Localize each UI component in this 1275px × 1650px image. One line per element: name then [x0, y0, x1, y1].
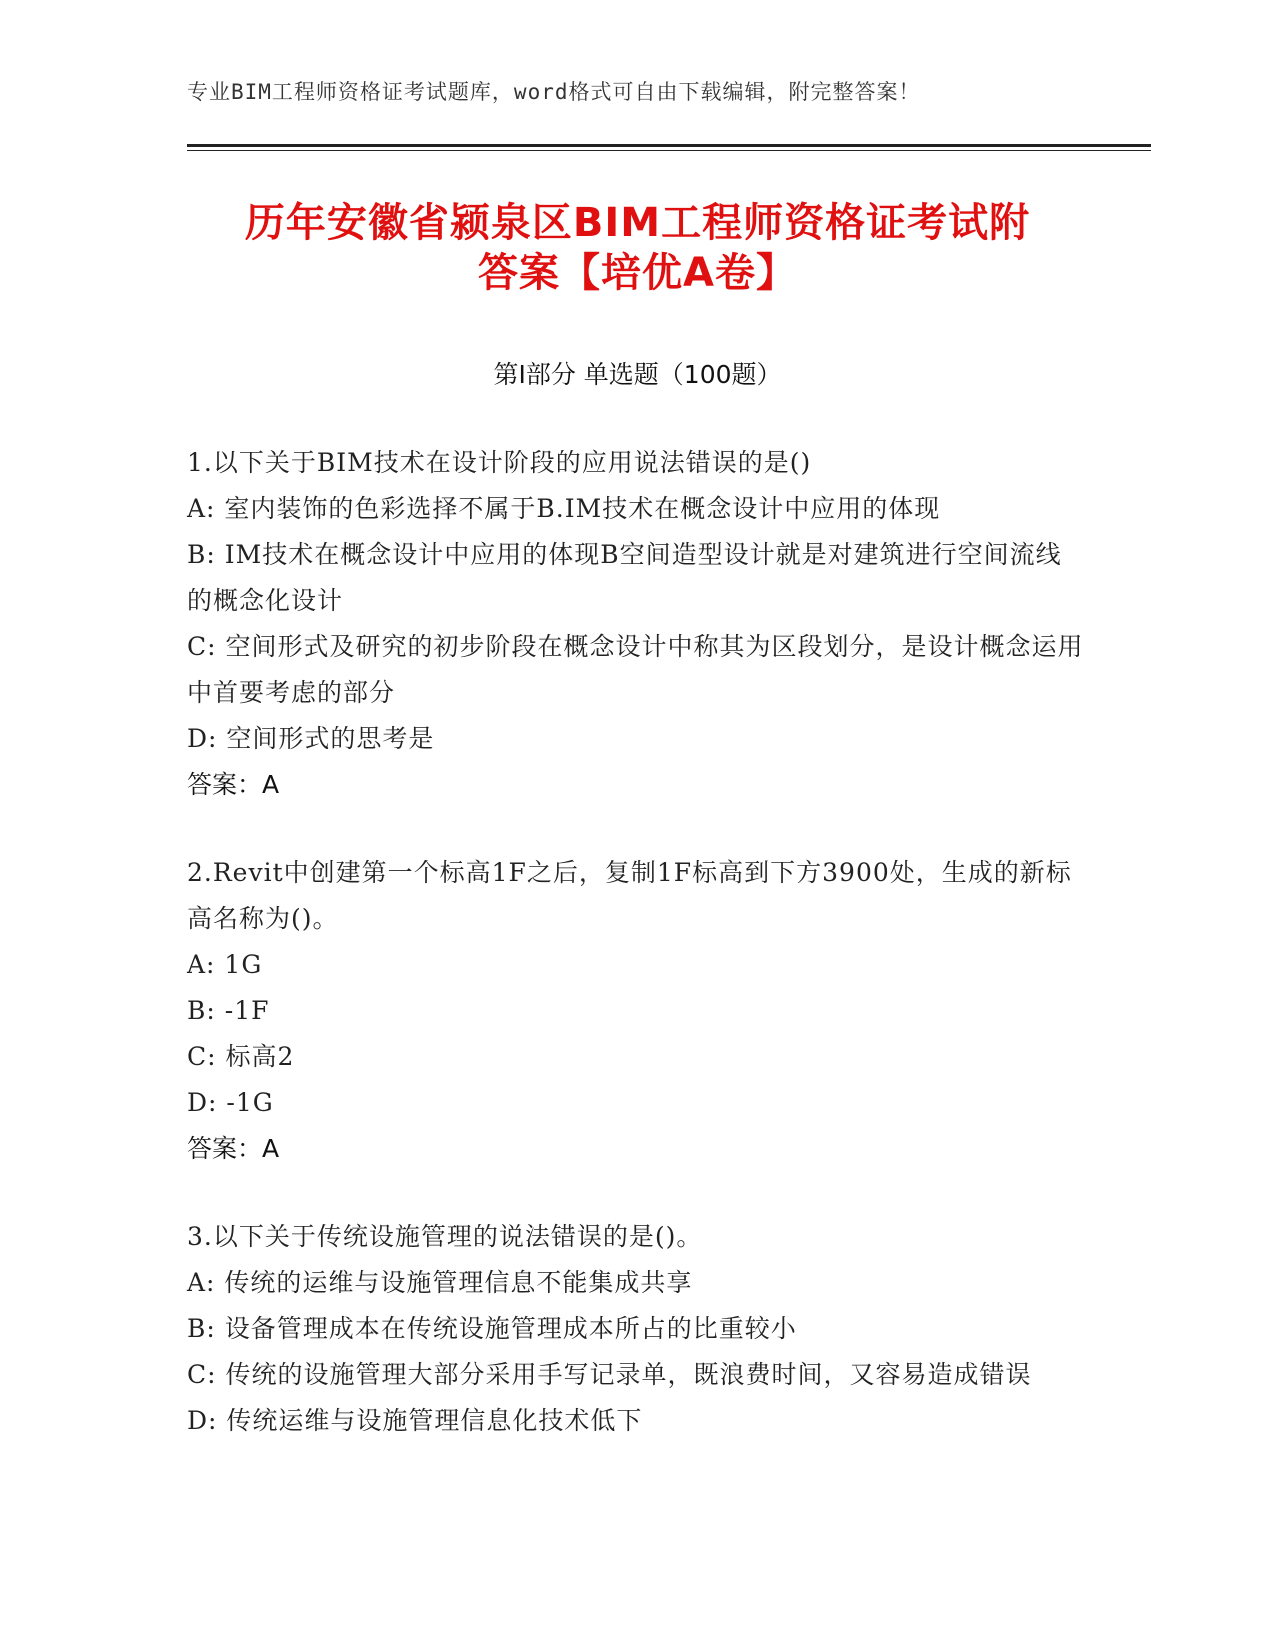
option-b: B: -1F — [187, 996, 270, 1025]
question-stem: 3.以下关于传统设施管理的说法错误的是()。 — [187, 1222, 703, 1251]
option-c: C: 标高2 — [187, 1042, 295, 1071]
header-rule-thin — [187, 150, 1151, 151]
question-1 — [187, 440, 1087, 808]
question-3 — [187, 1214, 1087, 1444]
document-title-line-1: 历年安徽省颍泉区BIM工程师资格证考试附 — [244, 200, 1031, 246]
option-c: C: 传统的设施管理大部分采用手写记录单，既浪费时间，又容易造成错误 — [187, 1360, 1032, 1389]
option-d: D: 空间形式的思考是 — [187, 724, 435, 753]
answer: 答案：A — [187, 1134, 280, 1163]
section-title: 第Ⅰ部分 单选题（100题） — [493, 360, 782, 389]
answer: 答案：A — [187, 770, 280, 799]
option-b: B: IM技术在概念设计中应用的体现B空间造型设计就是对建筑进行空间流线的概念化设计 — [187, 540, 1062, 615]
document-title-line-2: 答案【培优A卷】 — [478, 250, 797, 296]
question-2 — [187, 850, 1087, 1172]
option-d: D: -1G — [187, 1088, 274, 1117]
option-c: C: 空间形式及研究的初步阶段在概念设计中称其为区段划分，是设计概念运用中首要考虑的部分 — [187, 632, 1084, 707]
question-list — [187, 440, 1087, 1486]
question-stem: 1.以下关于BIM技术在设计阶段的应用说法错误的是() — [187, 448, 812, 477]
header-note: 专业BIM工程师资格证考试题库，word格式可自由下载编辑，附完整答案！ — [187, 80, 921, 104]
option-a: A: 1G — [187, 950, 263, 979]
option-d: D: 传统运维与设施管理信息化技术低下 — [187, 1406, 643, 1435]
option-a: A: 传统的运维与设施管理信息不能集成共享 — [187, 1268, 693, 1297]
question-stem: 2.Revit中创建第一个标高1F之后，复制1F标高到下方3900处，生成的新标高名称为()。 — [187, 858, 1072, 933]
option-a: A: 室内装饰的色彩选择不属于B.IM技术在概念设计中应用的体现 — [187, 494, 941, 523]
option-b: B: 设备管理成本在传统设施管理成本所占的比重较小 — [187, 1314, 797, 1343]
header-rule-thick — [187, 144, 1151, 147]
document-title — [150, 198, 1125, 298]
